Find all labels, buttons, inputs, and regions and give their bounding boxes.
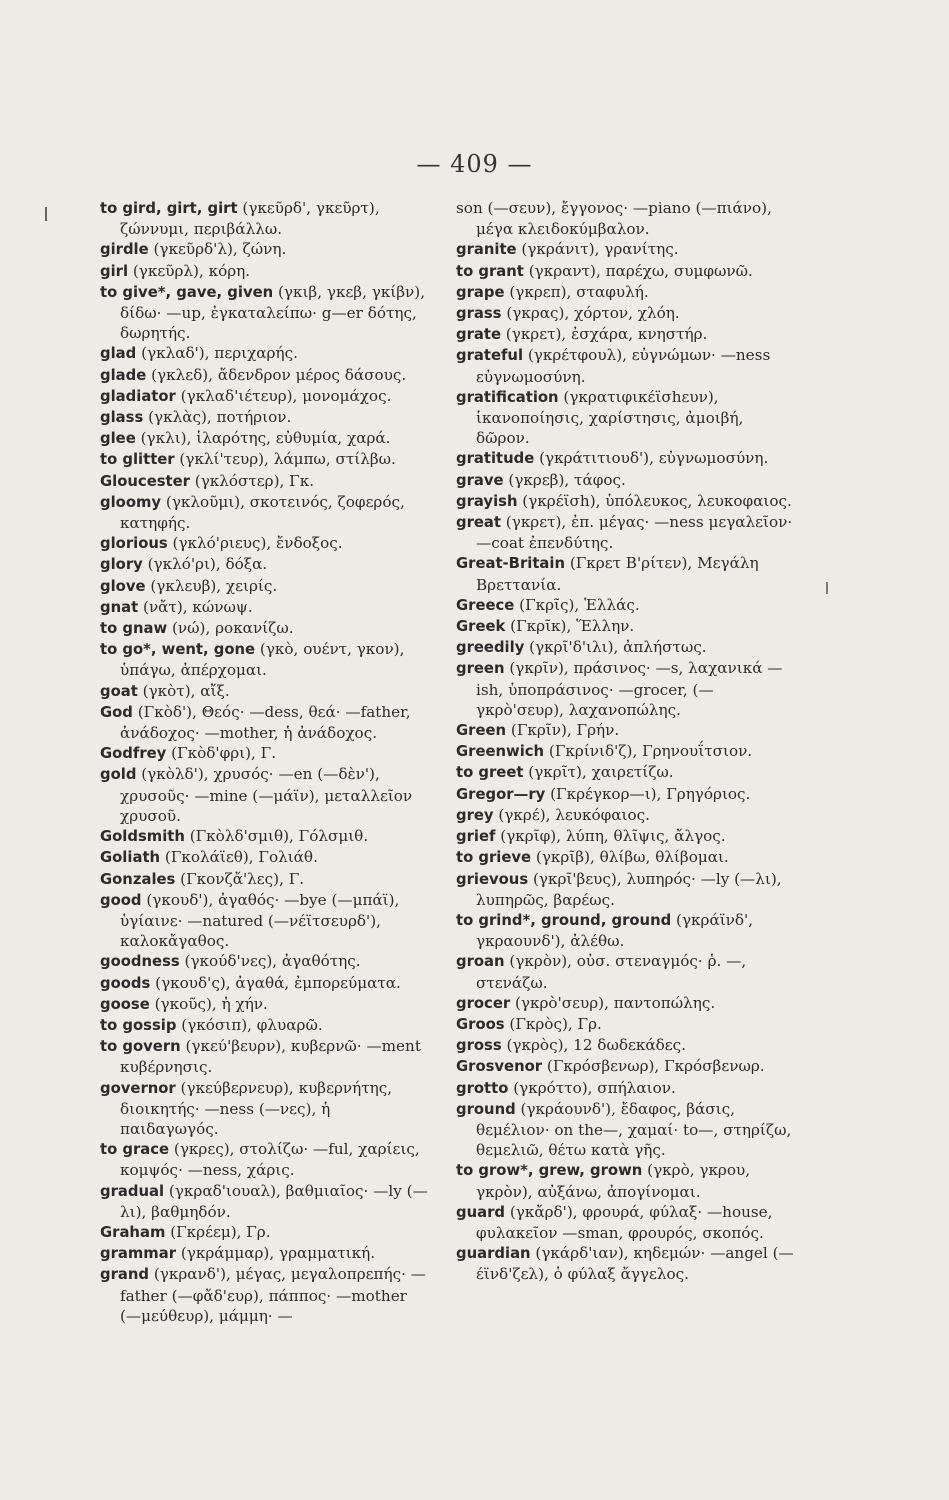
entry-definition: (γκλεδ), ἄδενδρον μέρος δάσους. xyxy=(146,365,407,384)
entry-headword: God xyxy=(100,703,133,721)
entry-definition: (γκάρδ'ιαν), κηδεμών· —angel (—έϊνδ'ζελ), ὁ φύλαξ ἄγγελος. xyxy=(476,1244,794,1284)
dictionary-entry xyxy=(100,471,430,492)
dictionary-entry xyxy=(456,553,796,594)
entry-headword: grey xyxy=(456,806,494,824)
entry-headword: gold xyxy=(100,766,137,784)
entry-definition: (γκρανδ'), μέγας, μεγαλοπρεπής· —father (—φἄδ'ευρ), πάππος· —mother (—μεύθευρ), μάμμη· — xyxy=(120,1265,426,1325)
entry-definition: (γκεῦρδ'λ), ζώνη. xyxy=(148,240,287,259)
dictionary-entry xyxy=(456,448,796,469)
dictionary-entry xyxy=(456,616,796,637)
entry-headword: Grosvenor xyxy=(456,1058,543,1076)
entry-definition: (γκρὸ'σευρ), παντοπώλης. xyxy=(510,993,716,1012)
entry-headword: guard xyxy=(456,1203,506,1221)
dictionary-entry xyxy=(100,1222,430,1243)
dictionary-entry xyxy=(456,491,796,512)
entry-definition: son (—σευν), ἔγγονος· —piano (—πιάνο), μέγα κλειδοκύμβαλον. xyxy=(456,199,772,239)
dictionary-entry xyxy=(100,994,430,1015)
dictionary-entry xyxy=(100,198,430,239)
entry-definition: (γκλί'τευρ), λάμπω, στίλβω. xyxy=(174,450,396,469)
entry-headword: grass xyxy=(456,305,502,323)
entry-headword: greedily xyxy=(456,639,525,657)
entry-headword: good xyxy=(100,891,142,909)
dictionary-entry xyxy=(456,198,796,239)
dictionary-entry xyxy=(100,973,430,994)
entry-definition: (γκρετ), ἐπ. μέγας· —ness μεγαλεῖον· —coat ἐπενδύτης. xyxy=(476,513,793,553)
entry-definition: (γκρῖβ), θλίβω, θλίβομαι. xyxy=(531,848,729,867)
dictionary-entry xyxy=(456,720,796,741)
entry-headword: Greek xyxy=(456,618,506,636)
page-number: — 409 — xyxy=(416,150,533,178)
entry-definition: (Γκρίνιδ'ζ), Γρηνουΐτσιον. xyxy=(544,742,753,761)
entry-headword: ground xyxy=(456,1100,516,1118)
entry-headword: great xyxy=(456,514,501,532)
entry-headword: Greenwich xyxy=(456,743,545,761)
dictionary-entry xyxy=(100,764,430,826)
dictionary-entry xyxy=(100,492,430,533)
entry-definition: (γκραδ'ιουαλ), βαθμιαῖος· —ly (—λι), βαθμηδόν. xyxy=(120,1181,428,1221)
entry-definition: (Γκρετ Β'ρίτεν), Μεγάλη Βρεττανία. xyxy=(476,554,759,594)
entry-definition: (γκλευβ), χειρίς. xyxy=(145,576,278,595)
dictionary-entry xyxy=(456,345,796,386)
entry-definition: (γκεύβερνευρ), κυβερνήτης, διοικητής· —ness (—νες), ἡ παιδαγωγός. xyxy=(120,1078,393,1138)
entry-definition: (γκρεπ), σταφυλή. xyxy=(504,282,649,301)
entry-headword: grammar xyxy=(100,1245,176,1263)
dictionary-entry xyxy=(456,470,796,491)
dictionary-entry xyxy=(100,1015,430,1036)
entry-headword: to greet xyxy=(456,764,524,782)
entry-headword: gratification xyxy=(456,388,559,406)
entry-definition: (Γκρόσβενωρ), Γκρόσβενωρ. xyxy=(542,1057,765,1076)
dictionary-entry xyxy=(100,239,430,260)
dictionary-entry xyxy=(100,702,430,743)
entry-headword: to go*, went, gone xyxy=(100,641,256,659)
dictionary-entry xyxy=(100,449,430,470)
right-column xyxy=(456,198,796,1285)
entry-headword: grate xyxy=(456,326,501,344)
entry-headword: guardian xyxy=(456,1245,531,1263)
dictionary-entry xyxy=(456,1099,796,1161)
dictionary-entry xyxy=(456,324,796,345)
entry-headword: green xyxy=(456,660,505,678)
entry-headword: gnat xyxy=(100,598,139,616)
entry-headword: grand xyxy=(100,1266,150,1284)
entry-definition: (Γκὸλδ'σμιθ), Γόλσμιθ. xyxy=(184,827,369,846)
dictionary-entry xyxy=(100,1139,430,1180)
entry-definition: (γκούδ'νες), ἀγαθότης. xyxy=(179,952,361,971)
entry-headword: to gird, girt, girt xyxy=(100,200,238,217)
entry-headword: Graham xyxy=(100,1223,166,1241)
dictionary-entry xyxy=(456,658,796,720)
entry-headword: Gloucester xyxy=(100,472,190,490)
entry-definition: (γκρῖφ), λύπη, θλῖψις, ἄλγος. xyxy=(495,827,726,846)
entry-headword: girl xyxy=(100,262,129,280)
entry-headword: governor xyxy=(100,1079,176,1097)
dictionary-entry xyxy=(456,595,796,616)
entry-headword: grave xyxy=(456,471,504,489)
entry-headword: grateful xyxy=(456,347,524,365)
entry-definition: (γκουδ'), ἀγαθός· —bye (—μπάϊ), ὑγίαινε· —natured (—νέϊτσευρδ'), καλοκἄγαθος. xyxy=(120,890,400,951)
dictionary-entry xyxy=(100,554,430,575)
entry-definition: (Γκρέεμ), Γρ. xyxy=(165,1222,271,1241)
entry-definition: (γκἄρδ'), φρουρά, φύλαξ· —house, φυλακεῖον —sman, φρουρός, σκοπός. xyxy=(476,1202,773,1242)
entry-headword: Groos xyxy=(456,1015,505,1033)
entry-definition: (γκράουνδ'), ἔδαφος, βάσις, θεμέλιον· on the—, χαμαί· to—, στηρίζω, θεμελιῶ, θέτω κατὰ γῆς. xyxy=(476,1099,792,1160)
entry-definition: (νώ), ροκανίζω. xyxy=(167,619,294,638)
entry-headword: glade xyxy=(100,366,147,384)
entry-headword: granite xyxy=(456,241,517,259)
entry-headword: glass xyxy=(100,409,144,427)
entry-headword: Gonzales xyxy=(100,870,176,888)
dictionary-entry xyxy=(100,890,430,952)
entry-definition: (γκόσιπ), φλυαρῶ. xyxy=(176,1015,323,1034)
dictionary-entry xyxy=(100,597,430,618)
dictionary-entry xyxy=(456,826,796,847)
dictionary-entry xyxy=(456,1035,796,1056)
dictionary-entry xyxy=(100,1078,430,1140)
dictionary-entry xyxy=(100,639,430,680)
entry-definition: (γκλό'ρι), δόξα. xyxy=(142,555,268,574)
entry-definition: (γκρέ), λευκόφαιος. xyxy=(493,805,650,824)
entry-headword: to give*, gave, given xyxy=(100,283,274,301)
entry-definition: (γκουδ'ς), ἀγαθά, ἐμπορεύματα. xyxy=(150,973,401,992)
entry-headword: to grace xyxy=(100,1141,170,1159)
dictionary-entry xyxy=(100,951,430,972)
dictionary-entry xyxy=(100,365,430,386)
dictionary-entry xyxy=(100,261,430,282)
margin-mark xyxy=(45,207,47,221)
entry-definition: (Γκρῖς), Ἑλλάς. xyxy=(514,595,640,614)
dictionary-entry xyxy=(100,1243,430,1264)
margin-mark xyxy=(826,582,828,594)
dictionary-entry xyxy=(100,407,430,428)
entry-headword: grayish xyxy=(456,492,518,510)
dictionary-entry xyxy=(100,576,430,597)
dictionary-entry xyxy=(456,762,796,783)
entry-headword: Goldsmith xyxy=(100,828,185,846)
entry-definition: (γκοῦς), ἡ χήν. xyxy=(149,994,268,1013)
entry-headword: to glitter xyxy=(100,451,175,469)
dictionary-entry xyxy=(100,826,430,847)
entry-headword: gratitude xyxy=(456,450,535,468)
dictionary-entry xyxy=(456,910,796,951)
dictionary-entry xyxy=(456,1056,796,1077)
dictionary-entry xyxy=(100,1264,430,1326)
entry-headword: glad xyxy=(100,345,137,363)
entry-headword: girdle xyxy=(100,241,149,259)
dictionary-entry xyxy=(456,239,796,260)
entry-headword: glorious xyxy=(100,535,168,553)
entry-headword: glee xyxy=(100,430,136,448)
dictionary-entry xyxy=(456,1243,796,1284)
entry-headword: to govern xyxy=(100,1038,181,1056)
entry-headword: grievous xyxy=(456,870,529,888)
dictionary-entry xyxy=(100,847,430,868)
dictionary-entry xyxy=(456,303,796,324)
dictionary-entry xyxy=(456,387,796,449)
entry-definition: (γκλαδ'), περιχαρής. xyxy=(136,344,298,363)
entry-definition: (γκιβ, γκεβ, γκίβν), δίδω· —up, ἐγκαταλείπω· g—er δότης, δωρητής. xyxy=(120,282,426,343)
entry-headword: gross xyxy=(456,1037,502,1055)
dictionary-entry xyxy=(456,1014,796,1035)
entry-definition: (γκλοῦμι), σκοτεινός, ζοφερός, κατηφής. xyxy=(120,492,405,533)
entry-definition: (γκραντ), παρέχω, συμφωνῶ. xyxy=(523,261,753,280)
entry-definition: (γκλό'ριευς), ἔνδοξος. xyxy=(167,534,343,553)
entry-definition: (νἄτ), κώνωψ. xyxy=(138,597,253,616)
entry-headword: goods xyxy=(100,974,151,992)
dictionary-entry xyxy=(456,282,796,303)
entry-definition: (Γκὸδ'φρι), Γ. xyxy=(166,744,277,763)
entry-definition: (γκὸλδ'), χρυσός· —en (—δὲν'), χρυσοῦς· —mine (—μάϊν), μεταλλεῖον χρυσοῦ. xyxy=(120,765,413,825)
entry-headword: gladiator xyxy=(100,387,176,405)
dictionary-entry xyxy=(456,951,796,992)
entry-headword: Great-Britain xyxy=(456,555,565,573)
entry-definition: (γκὸ, ουέντ, γκον), ὑπάγω, ἀπέρχομαι. xyxy=(120,640,405,680)
entry-headword: to grant xyxy=(456,262,524,280)
entry-definition: (γκρας), χόρτον, χλόη. xyxy=(501,304,680,323)
entry-headword: grocer xyxy=(456,994,511,1012)
entry-headword: glove xyxy=(100,577,146,595)
dictionary-entry xyxy=(456,1078,796,1099)
dictionary-entry xyxy=(456,741,796,762)
entry-headword: Goliath xyxy=(100,849,161,867)
entry-definition: (γκρες), στολίζω· —ful, χαρίεις, κομψός· —ness, χάρις. xyxy=(120,1140,420,1180)
entry-headword: to grow*, grew, grown xyxy=(456,1162,643,1180)
entry-headword: Godfrey xyxy=(100,745,167,763)
entry-definition: (γκρῖ'δ'ιλι), ἀπλήστως. xyxy=(524,638,707,657)
entry-definition: (γκεῦρδ', γκεῦρτ), ζώννυμι, περιβάλλω. xyxy=(120,199,380,239)
dictionary-entry xyxy=(456,805,796,826)
entry-headword: Greece xyxy=(456,596,515,614)
entry-definition: (γκρατιφικέϊσhευν), ἱκανοποίησις, χαρίστησις, ἀμοιβή, δῶρον. xyxy=(476,387,744,448)
entry-definition: (γκεύ'βευρν), κυβερνῶ· —ment κυβέρνησις. xyxy=(120,1037,421,1077)
dictionary-entry xyxy=(100,428,430,449)
entry-definition: (γκὸτ), αἴξ. xyxy=(137,681,230,700)
dictionary-entry xyxy=(456,1202,796,1243)
entry-definition: (γκρόττο), σπήλαιον. xyxy=(508,1078,676,1097)
entry-definition: (Γκρὸς), Γρ. xyxy=(504,1014,602,1033)
entry-definition: (γκράτιτιουδ'), εὐγνωμοσύνη. xyxy=(534,449,769,468)
entry-headword: to gossip xyxy=(100,1016,177,1034)
dictionary-entry xyxy=(456,1160,796,1201)
entry-definition: (γκλόστερ), Γκ. xyxy=(189,471,315,490)
dictionary-entry xyxy=(456,784,796,805)
dictionary-entry xyxy=(100,533,430,554)
entry-headword: grape xyxy=(456,283,505,301)
entry-headword: goodness xyxy=(100,953,180,971)
dictionary-entry xyxy=(456,869,796,910)
dictionary-entry xyxy=(100,618,430,639)
entry-definition: (γκρῖτ), χαιρετίζω. xyxy=(523,763,674,782)
entry-definition: (Γκὸδ'), Θεός· —dess, θεά· —father, ἀνάδοχος· —mother, ἡ ἀνάδοχος. xyxy=(120,702,411,743)
entry-definition: (Γκρέγκορ—ι), Γρηγόριος. xyxy=(545,784,751,803)
dictionary-entry xyxy=(456,261,796,282)
entry-headword: gradual xyxy=(100,1182,165,1200)
entry-definition: (γκρὸν), οὐσ. στεναγμός· ῥ. —, στενάζω. xyxy=(476,952,747,992)
dictionary-entry xyxy=(456,847,796,868)
entry-definition: (γκρεβ), τάφος. xyxy=(503,470,626,489)
entry-headword: Gregor—ry xyxy=(456,785,546,803)
entry-definition: (γκρῖν), πράσινος· —s, λαχανικά —ish, ὑποπράσινος· —grocer, (—γκρὸ'σευρ), λαχανοπώλης. xyxy=(476,659,783,719)
dictionary-entry xyxy=(100,743,430,764)
entry-definition: (Γκρῖν), Γρήν. xyxy=(506,721,620,740)
entry-headword: goat xyxy=(100,682,138,700)
entry-definition: (γκράϊνδ', γκραουνδ'), ἀλέθω. xyxy=(476,910,754,951)
entry-headword: to grind*, ground, ground xyxy=(456,911,672,929)
entry-definition: (Γκρῖκ), Ἕλλην. xyxy=(505,617,635,636)
entry-definition: (γκεῦρλ), κόρη. xyxy=(128,261,251,280)
entry-headword: Green xyxy=(456,722,507,740)
dictionary-entry xyxy=(100,1181,430,1222)
dictionary-entry xyxy=(100,1036,430,1077)
entry-definition: (γκρῖ'βευς), λυπηρός· —ly (—λι), λυπηρῶς, βαρέως. xyxy=(476,869,782,909)
entry-definition: (γκρέτφουλ), εὐγνώμων· —ness εὐγνωμοσύνη. xyxy=(476,346,771,386)
entry-headword: glory xyxy=(100,556,143,574)
entry-headword: groan xyxy=(456,953,505,971)
dictionary-entry xyxy=(456,512,796,553)
dictionary-entry xyxy=(100,386,430,407)
left-column xyxy=(100,198,430,1326)
entry-definition: (γκρετ), ἐσχάρα, κνηστήρ. xyxy=(500,325,708,344)
entry-headword: gloomy xyxy=(100,493,162,511)
dictionary-entry xyxy=(456,637,796,658)
entry-definition: (γκράνιτ), γρανίτης. xyxy=(516,240,679,259)
dictionary-entry xyxy=(100,282,430,344)
entry-definition: (γκλὰς), ποτήριον. xyxy=(143,408,292,427)
dictionary-entry xyxy=(100,343,430,364)
entry-definition: (γκλι), ἱλαρότης, εὐθυμία, χαρά. xyxy=(135,429,391,448)
entry-headword: grotto xyxy=(456,1079,509,1097)
entry-definition: (γκλαδ'ιέτευρ), μονομάχος. xyxy=(175,386,392,405)
entry-headword: to grieve xyxy=(456,849,532,867)
entry-headword: goose xyxy=(100,995,150,1013)
entry-headword: to gnaw xyxy=(100,620,168,638)
entry-definition: (Γκολάϊεθ), Γολιάθ. xyxy=(160,848,318,867)
dictionary-entry xyxy=(100,681,430,702)
entry-definition: (γκρέϊσh), ὑπόλευκος, λευκοφαιος. xyxy=(517,491,792,510)
dictionary-entry xyxy=(456,993,796,1014)
entry-definition: (Γκονζἄ'λες), Γ. xyxy=(175,869,305,888)
entry-definition: (γκρὸ, γκρου, γκρὸν), αὐξάνω, ἀπογίνομαι. xyxy=(476,1161,751,1201)
entry-headword: grief xyxy=(456,828,496,846)
entry-definition: (γκρὸς), 12 δωδεκάδες. xyxy=(501,1036,686,1055)
dictionary-entry xyxy=(100,869,430,890)
entry-definition: (γκράμμαρ), γραμματική. xyxy=(176,1244,376,1263)
